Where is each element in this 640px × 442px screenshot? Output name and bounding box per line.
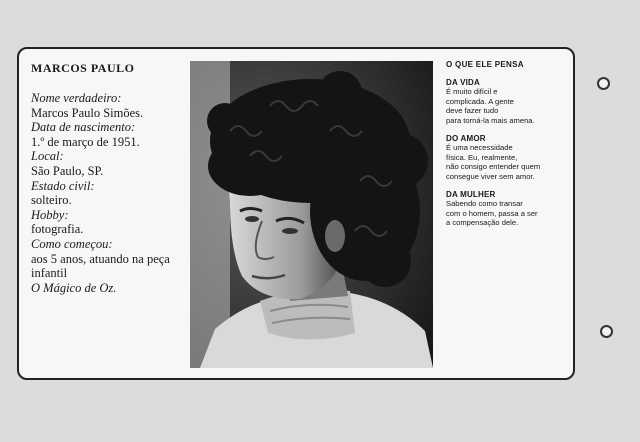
label-how-started: Como começou: <box>31 236 113 251</box>
binder-hole-top <box>597 77 610 90</box>
section-heading-love: DO AMOR <box>446 134 486 143</box>
bio-list <box>31 91 191 295</box>
value-play-title: O Mágico de Oz. <box>31 280 117 295</box>
label-real-name: Nome verdadeiro: <box>31 91 122 105</box>
label-hobby: Hobby: <box>31 207 69 222</box>
value-marital-status: solteiro. <box>31 193 72 208</box>
portrait-photo <box>190 61 433 368</box>
value-birth-date: 1.º de março de 1951. <box>31 134 140 149</box>
section-heading-woman: DA MULHER <box>446 190 496 199</box>
portrait-illustration <box>190 61 433 368</box>
section-text-love: É uma necessidade física. Eu, realmente, não consigo entender quem consegue viver sem amor. <box>446 143 541 181</box>
section-text-woman: Sabendo como transar com o homem, passa a ser a compensação dele. <box>446 199 538 227</box>
value-how-started: aos 5 anos, atuando na peça infantil <box>31 251 170 281</box>
opinions-panel <box>446 60 571 228</box>
value-real-name: Marcos Paulo Simões. <box>31 105 144 120</box>
opinions-title: O QUE ELE PENSA <box>446 60 524 69</box>
profile-name: MARCOS PAULO <box>31 61 135 75</box>
label-birth-date: Data de nascimento: <box>31 120 136 135</box>
profile-card <box>17 47 575 380</box>
section-heading-life: DA VIDA <box>446 78 480 87</box>
value-birthplace: São Paulo, SP. <box>31 163 104 178</box>
label-marital-status: Estado civil: <box>31 178 95 193</box>
binder-hole-bottom <box>600 325 613 338</box>
label-birthplace: Local: <box>31 149 64 164</box>
value-hobby: fotografia. <box>31 222 84 237</box>
section-text-life: É muito difícil e complicada. A gente deve fazer tudo para torná-la mais amena. <box>446 87 535 125</box>
